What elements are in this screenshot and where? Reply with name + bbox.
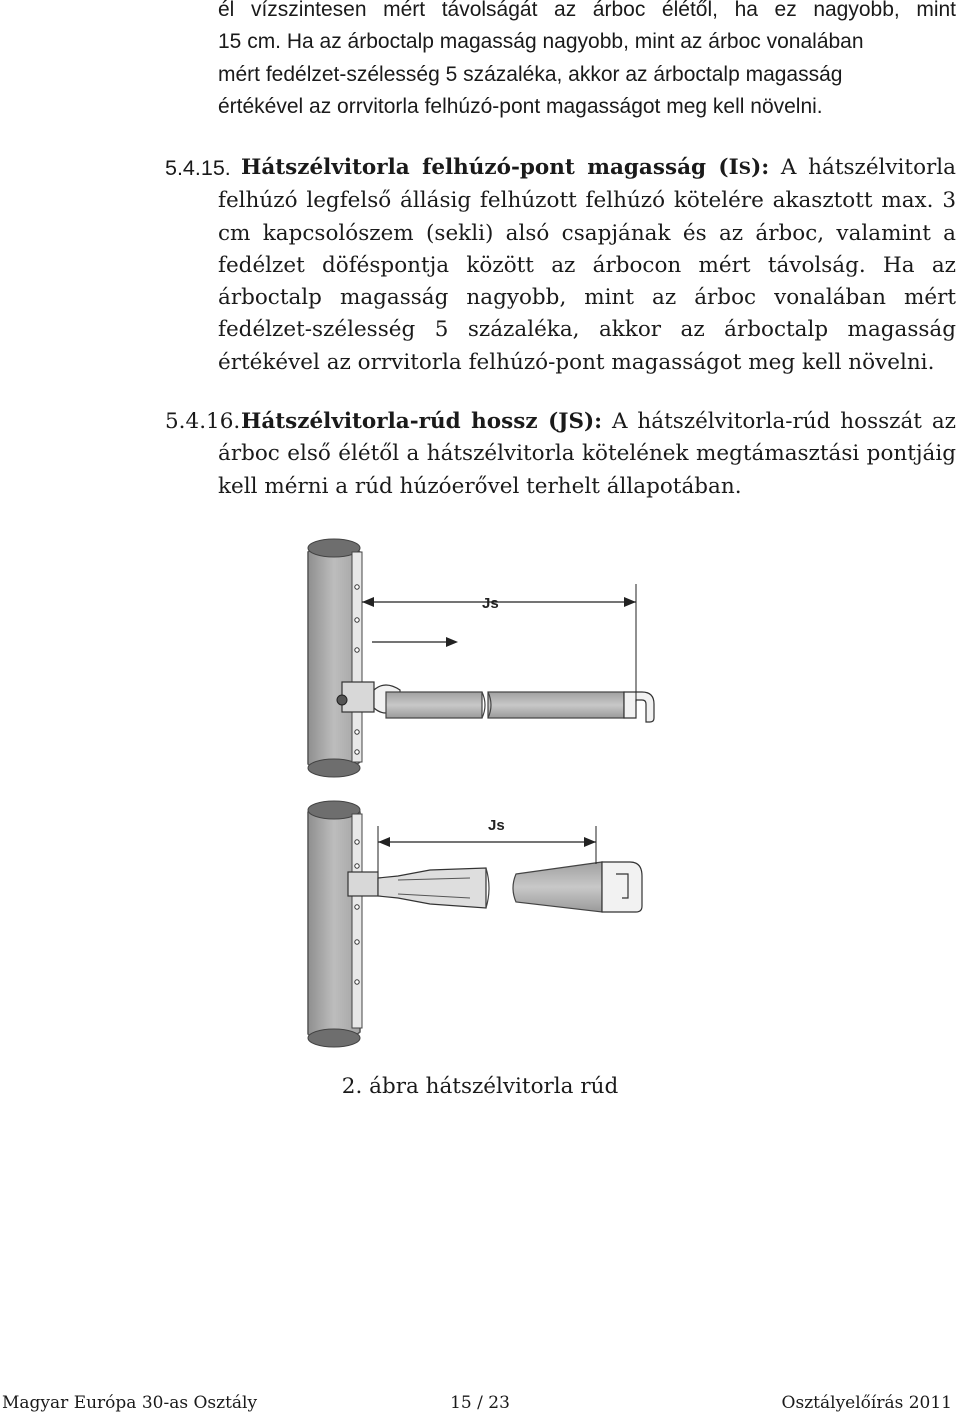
top-drawing (308, 539, 654, 777)
pole-left (386, 692, 482, 718)
term-end: ): (583, 409, 603, 434)
section-paragraph (218, 406, 956, 503)
intro-paragraph (218, 0, 956, 123)
term-end: ): (751, 155, 770, 180)
intro-line: mért fedélzet-szélesség 5 százaléka, akkor az árboctalp magasság (218, 62, 843, 86)
pole-outer-bottom (513, 862, 602, 912)
label-js-top: Js (482, 595, 499, 612)
term-subscript: S (568, 409, 584, 434)
footer-right: Osztályelőírás 2011 (781, 1393, 952, 1413)
bottom-drawing (308, 801, 642, 1047)
mast-track-bottom (352, 814, 362, 1028)
term-text: Hátszélvitorla-rúd hossz (J (241, 409, 569, 434)
section-text: A hátszélvitorla-rúd hosszát az árboc első élétől a hátszélvitorla kötelének megtámasztási pontjáig kell mérni a rúd húzóerővel terhelt állapotában. (218, 409, 956, 499)
figure-caption: 2. ábra hátszélvitorla rúd (341, 1074, 619, 1099)
label-js-bottom: Js (488, 817, 505, 834)
spinnaker-pole-figure (290, 512, 670, 1060)
pole-right (488, 692, 624, 718)
section-number: 5.4.15. (165, 156, 231, 180)
section-text: A hátszélvitorla felhúzó legfelső állásig felhúzott felhúzó kötelére akasztott max. 3 cm kapcsolószem (sekli) alsó csapjának és az árboc, valamint a fedélzet döféspontja között az árbocon mért távolság. Ha az árboctalp magasság nagyobb, mint az árboc vonalában mért fedélzet-szélesség 5 százaléka, akkor az árboctalp magasság értékével az orrvitorla felhúzó-pont magasságot meg kell növelni. (218, 155, 956, 375)
pole-outer-hook (624, 692, 654, 722)
term-text: Hátszélvitorla felhúzó-pont magasság (I (241, 155, 739, 180)
section-paragraph (218, 152, 956, 379)
term-subscript: S (738, 159, 752, 179)
mast-fitting (342, 682, 374, 712)
section-number: 5.4.16. (165, 409, 241, 434)
intro-line: értékével az orrvitorla felhúzó-pont magasságot meg kell növelni. (218, 94, 823, 118)
intro-line: 15 cm. Ha az árboctalp magasság nagyobb, mint az árboc vonalában (218, 30, 864, 54)
footer-left: Magyar Európa 30-as Osztály (2, 1393, 258, 1413)
mast-fitting-bottom (348, 872, 378, 896)
pole-outer-hook-bottom (602, 862, 642, 912)
section-term (241, 155, 769, 180)
section-term (241, 409, 602, 434)
intro-line: él vízszintesen mért távolságát az árboc élétől, ha ez nagyobb, mint (218, 0, 956, 21)
pole-spike-end (378, 868, 486, 908)
footer-page-number: 15 / 23 (450, 1393, 510, 1413)
